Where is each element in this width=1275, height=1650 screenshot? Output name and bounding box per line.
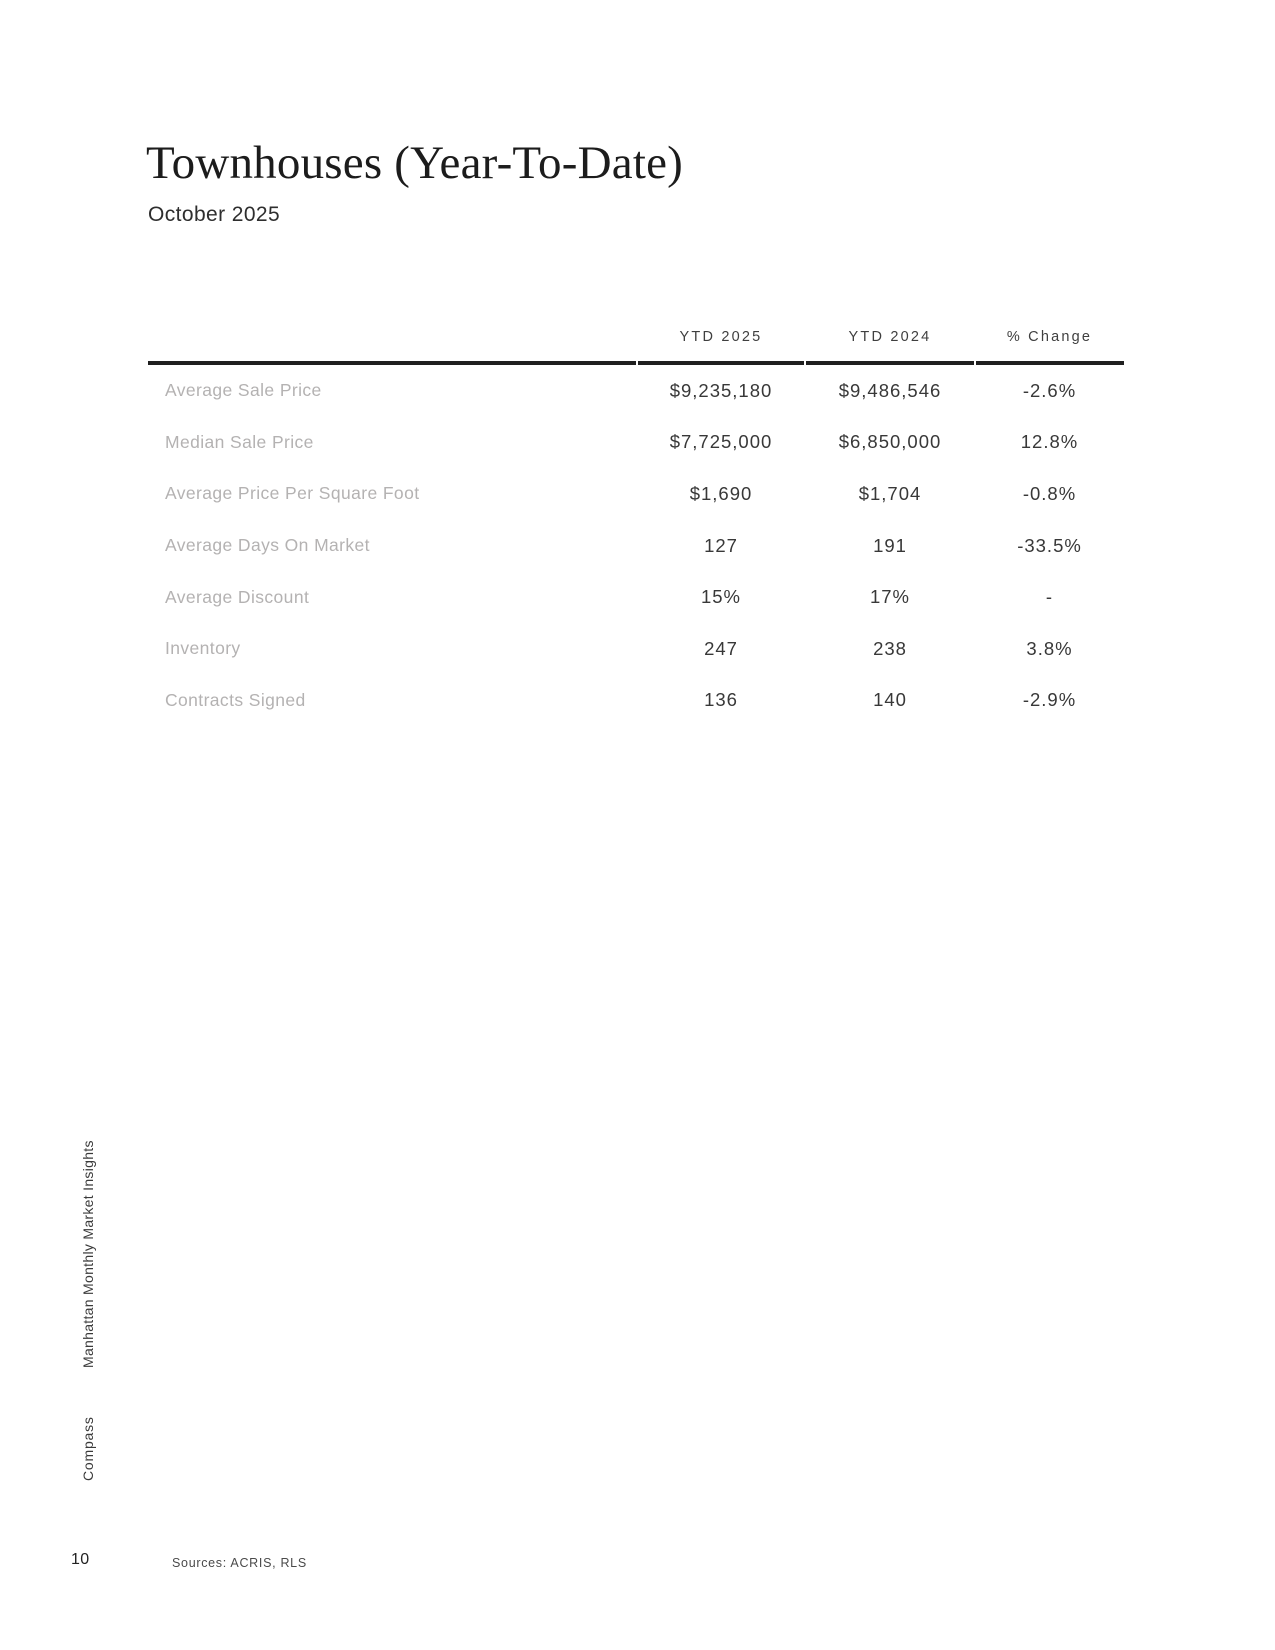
table-body	[148, 365, 1124, 726]
row-value-ytd-2024: 191	[873, 534, 907, 556]
table-row	[148, 520, 1124, 572]
row-value-ytd-2024: 17%	[869, 586, 911, 608]
row-value-ytd-2025: $7,725,000	[669, 431, 773, 453]
header-pct-change: % Change	[1006, 329, 1093, 345]
row-value-ytd-2025: $1,690	[689, 482, 753, 504]
row-label: Contracts Signed	[165, 689, 306, 710]
row-label: Average Days On Market	[165, 535, 370, 556]
rule-segment	[638, 361, 804, 365]
row-value-ytd-2024: 238	[873, 637, 907, 659]
table-row	[148, 417, 1124, 469]
row-value-pct-change: 3.8%	[1026, 637, 1073, 659]
row-label: Average Price Per Square Foot	[165, 483, 420, 504]
row-value-ytd-2025: 247	[704, 637, 738, 659]
header-ytd-2024: YTD 2024	[848, 329, 932, 345]
row-value-ytd-2024: $9,486,546	[838, 379, 942, 401]
row-value-pct-change: -0.8%	[1022, 482, 1077, 504]
table-header-rule	[148, 361, 1124, 365]
row-value-pct-change: 12.8%	[1020, 431, 1079, 453]
table-row	[148, 623, 1124, 675]
page-title: Townhouses (Year-To-Date)	[146, 137, 683, 189]
header-ytd-2025: YTD 2025	[679, 329, 763, 345]
row-value-ytd-2024: $6,850,000	[838, 431, 942, 453]
row-value-pct-change: -2.6%	[1022, 379, 1077, 401]
row-value-ytd-2025: 136	[704, 689, 738, 711]
table-row	[148, 571, 1124, 623]
rule-segment	[806, 361, 974, 365]
row-value-ytd-2024: 140	[873, 689, 907, 711]
row-value-pct-change: -33.5%	[1017, 534, 1082, 556]
table-row	[148, 675, 1124, 727]
page-subtitle: October 2025	[148, 203, 281, 226]
page-number: 10	[71, 1551, 90, 1568]
row-value-pct-change: -	[1045, 586, 1054, 608]
rule-segment	[976, 361, 1124, 365]
sidebar-report-title: Manhattan Monthly Market Insights	[80, 1140, 96, 1368]
row-label: Average Sale Price	[165, 380, 322, 401]
row-label: Median Sale Price	[165, 431, 314, 452]
table-header-row	[148, 321, 1124, 353]
row-label: Average Discount	[165, 586, 310, 607]
sources-note: Sources: ACRIS, RLS	[172, 1556, 307, 1570]
row-value-ytd-2024: $1,704	[858, 482, 922, 504]
row-value-pct-change: -2.9%	[1022, 689, 1077, 711]
row-value-ytd-2025: 15%	[700, 586, 742, 608]
row-label: Inventory	[165, 638, 241, 659]
rule-segment	[148, 361, 636, 365]
row-value-ytd-2025: $9,235,180	[669, 379, 773, 401]
table-row	[148, 468, 1124, 520]
row-value-ytd-2025: 127	[704, 534, 738, 556]
table-row	[148, 365, 1124, 417]
sidebar-brand-logo: Compass	[80, 1416, 96, 1481]
